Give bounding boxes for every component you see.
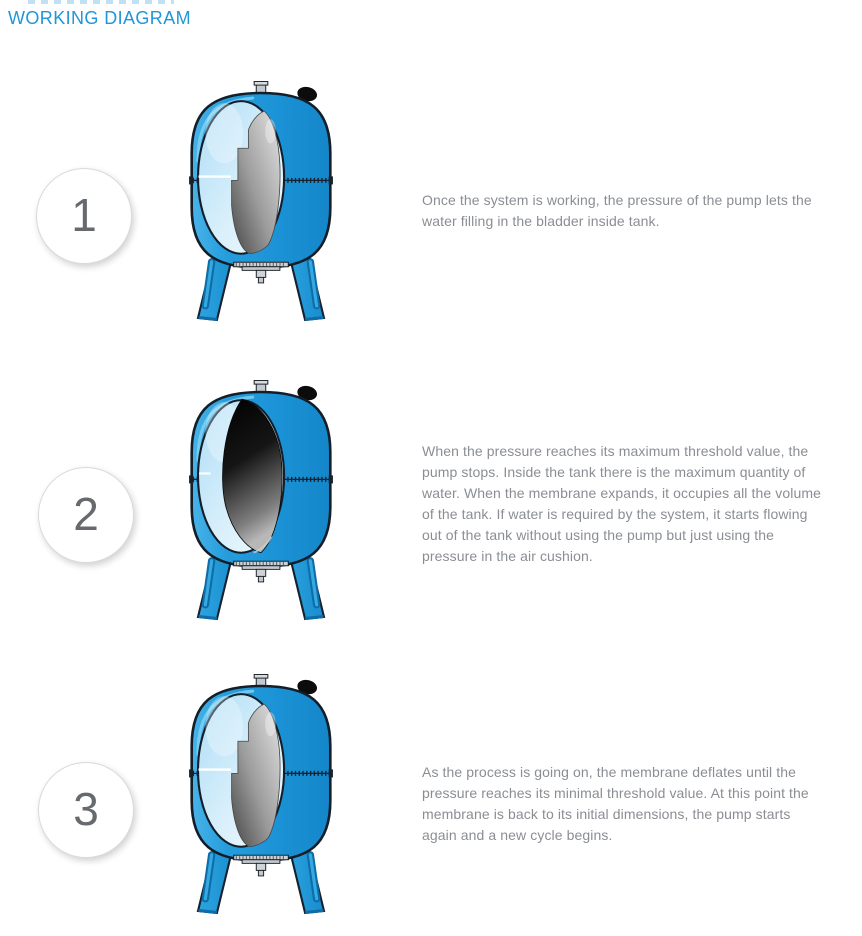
step-description: As the process is going on, the membrane deflates until the pressure reaches its minimal threshold value. At this point the membrane is back to its initial dimensions, the pump starts again and a new cycle begins. <box>422 764 809 843</box>
step-number-badge <box>38 467 134 563</box>
step-number-badge <box>36 168 132 264</box>
pressure-tank-illustration <box>177 380 345 626</box>
step-number: 1 <box>71 189 97 241</box>
step-number: 3 <box>73 783 99 835</box>
step-number: 2 <box>73 488 99 540</box>
page-title: WORKING DIAGRAM <box>8 8 192 28</box>
step-description: Once the system is working, the pressure of the pump lets the water filling in the bladder inside tank. <box>422 192 812 229</box>
step-number-badge <box>38 762 134 858</box>
clipped-text-fragment <box>28 0 174 4</box>
pressure-tank-illustration <box>177 81 345 327</box>
pressure-tank-illustration <box>177 674 345 920</box>
step-description: When the pressure reaches its maximum threshold value, the pump stops. Inside the tank there is the maximum quantity of water. When the membrane expands, it occupies all the volume of the tank. If water is required by the system, it starts flowing out of the tank without using the pump but just using the pressure in the air cushion. <box>422 443 821 564</box>
